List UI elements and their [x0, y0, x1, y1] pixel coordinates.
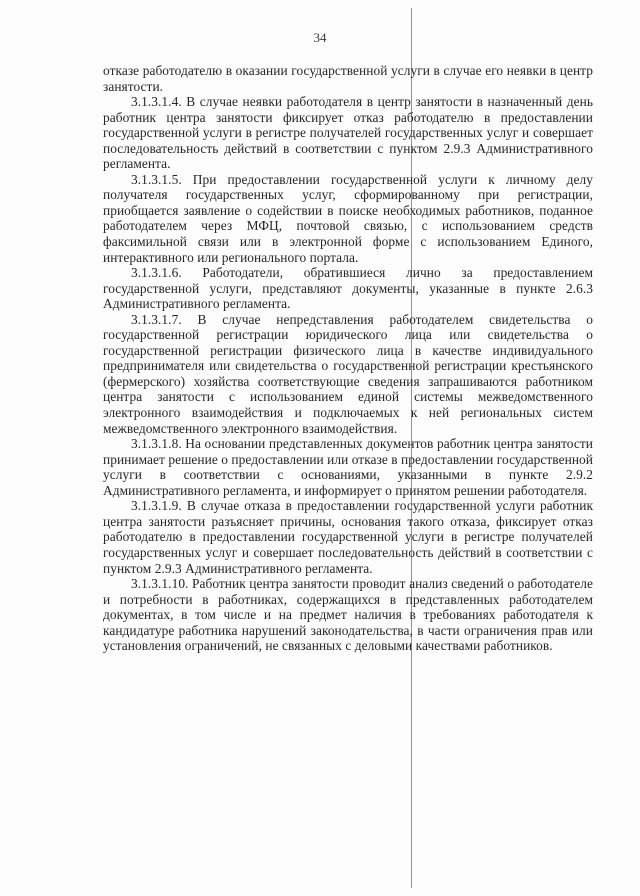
paragraph-3-1-3-1-6: 3.1.3.1.6. Работодатели, обратившиеся лично за предоставлением государственной услуги, представляют документы, указанные в пункте 2.6.3 Административного регламента. [103, 265, 593, 312]
paragraph-3-1-3-1-5: 3.1.3.1.5. При предоставлении государственной услуги к личному делу получателя государственных услуг, сформированному при регистрации, приобщается заявление о содействии в поиске необходимых работников, поданное работодателем через МФЦ, почтовой связью, с использованием средств факсимильной связи или в электронной форме с использованием Единого, интерактивного или регионального портала. [103, 171, 593, 265]
document-body [103, 63, 593, 654]
paragraph-3-1-3-1-10: 3.1.3.1.10. Работник центра занятости проводит анализ сведений о работодателе и потребности в работниках, содержащихся в представленных работодателем документах, в том числе и на предмет наличия в требованиях работодателя к кандидатуре работника нарушений законодательства, в части ограничения прав или установления ограничений, не связанных с деловыми качествами работников. [103, 576, 593, 654]
page-number: 34 [313, 30, 327, 45]
paragraph-continuation: отказе работодателю в оказании государственной услуги в случае его неявки в центр занятости. [103, 63, 593, 94]
paragraph-3-1-3-1-8: 3.1.3.1.8. На основании представленных документов работник центра занятости принимает решение о предоставлении или отказе в предоставлении государственной услуги в соответствии с основаниями, указанными в пункте 2.9.2 Административного регламента, и информирует о принятом решении работодателя. [103, 436, 593, 498]
paragraph-3-1-3-1-4: 3.1.3.1.4. В случае неявки работодателя в центр занятости в назначенный день работник центра занятости фиксирует отказ работодателю в предоставлении государственной услуги в регистре получателей государственных услуг и совершает последовательность действий в соответствии с пунктом 2.9.3 Административного регламента. [103, 94, 593, 172]
paragraph-3-1-3-1-7: 3.1.3.1.7. В случае непредставления работодателем свидетельства о государственной регистрации юридического лица или свидетельства о государственной регистрации физического лица в качестве индивидуального предпринимателя или свидетельства о государственной регистрации крестьянского (фермерского) хозяйства соответствующие сведения запрашиваются работником центра занятости с использованием единой системы межведомственного электронного взаимодействия и подключаемых к ней региональных систем межведомственного электронного взаимодействия. [103, 311, 593, 436]
paragraph-3-1-3-1-9: 3.1.3.1.9. В случае отказа в предоставлении государственной услуги работник центра занятости разъясняет причины, основания такого отказа, фиксирует отказ работодателю в предоставлении государственной услуги в регистре получателей государственных услуг и совершает последовательность действий в соответствии с пунктом 2.9.3 Административного регламента. [103, 498, 593, 576]
